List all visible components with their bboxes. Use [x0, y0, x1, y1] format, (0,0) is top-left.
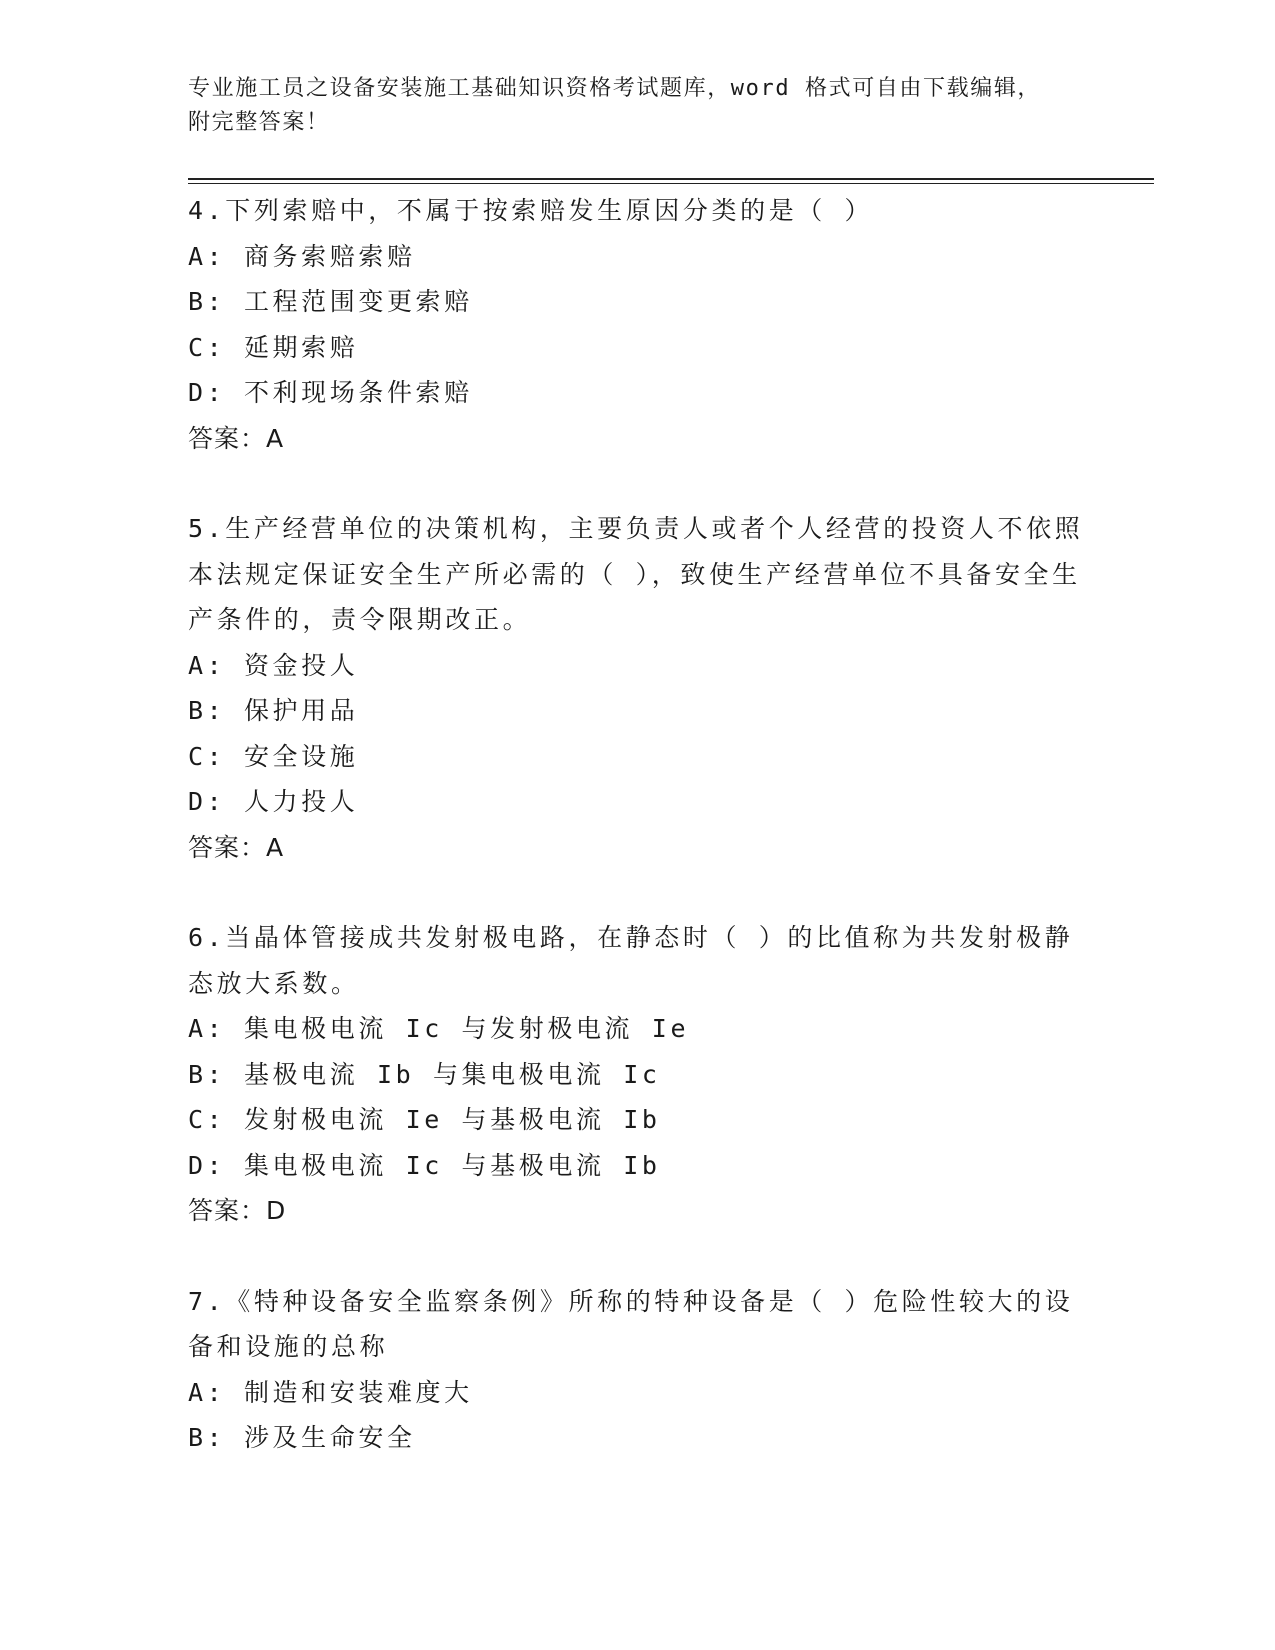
header-line-2: 附完整答案！: [188, 110, 330, 135]
question-6: [188, 915, 1088, 1234]
option-c: C: 发射极电流 Ie 与基极电流 Ib: [188, 1105, 661, 1134]
option-c: C: 安全设施: [188, 741, 359, 771]
option-a: A: 制造和安装难度大: [188, 1377, 473, 1407]
question-5: [188, 506, 1088, 870]
question-text: 4.下列索赔中，不属于按索赔发生原因分类的是（ ）: [188, 196, 874, 225]
option-a: A: 资金投人: [188, 650, 359, 680]
option-d: D: 集电极电流 Ic 与基极电流 Ib: [188, 1150, 661, 1180]
option-b: B: 工程范围变更索赔: [188, 287, 473, 316]
option-a: A: 集电极电流 Ic 与发射极电流 Ie: [188, 1014, 690, 1043]
option-b: B: 基极电流 Ib 与集电极电流 Ic: [188, 1059, 661, 1089]
option-c: C: 延期索赔: [188, 332, 359, 362]
question-text: 7.《特种设备安全监察条例》所称的特种设备是（ ）危险性较大的设备和设施的总称: [188, 1286, 1074, 1361]
question-text: 6.当晶体管接成共发射极电路，在静态时（ ）的比值称为共发射极静态放大系数。: [188, 923, 1074, 998]
option-d: D: 人力投人: [188, 787, 359, 816]
option-d: D: 不利现场条件索赔: [188, 378, 473, 407]
header-divider-thick: [188, 178, 1154, 180]
header-divider-thin: [188, 183, 1154, 184]
answer: 答案：D: [188, 1196, 287, 1225]
option-a: A: 商务索赔索赔: [188, 241, 416, 271]
answer: 答案：A: [188, 423, 285, 453]
question-text: 5.生产经营单位的决策机构，主要负责人或者个人经营的投资人不依照本法规定保证安全生产所必需的（ ），致使生产经营单位不具备安全生产条件的，责令限期改正。: [188, 514, 1084, 634]
option-b: B: 涉及生命安全: [188, 1423, 416, 1452]
question-list: [188, 188, 1088, 1506]
header-line-1: 专业施工员之设备安装施工基础知识资格考试题库，word 格式可自由下载编辑，: [188, 76, 1042, 101]
question-7: [188, 1279, 1088, 1461]
answer: 答案：A: [188, 832, 285, 862]
question-4: [188, 188, 1088, 461]
option-b: B: 保护用品: [188, 696, 359, 725]
document-header: [188, 72, 1068, 140]
